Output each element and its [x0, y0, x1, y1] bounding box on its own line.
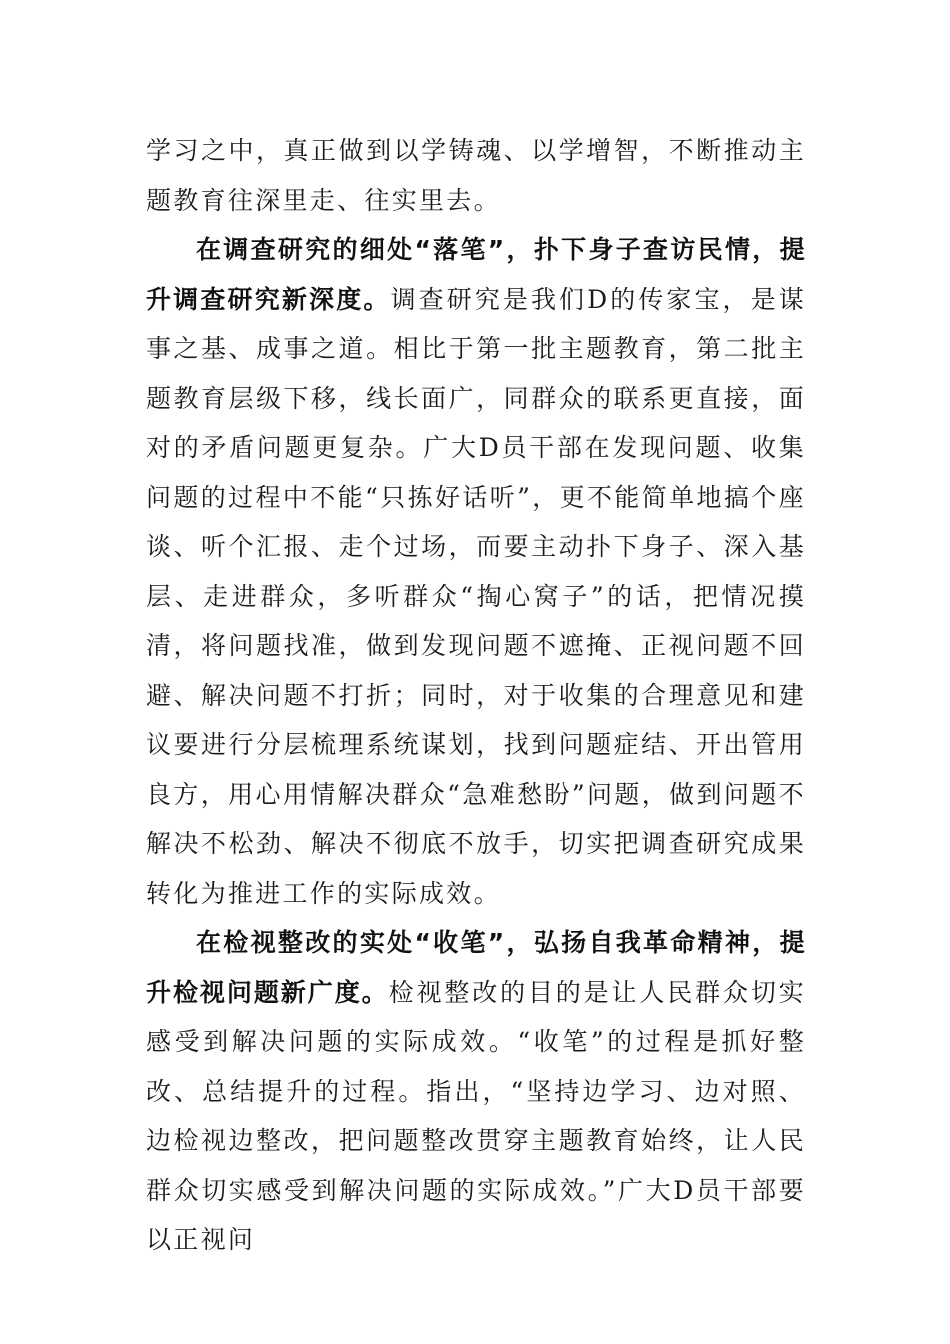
paragraph-body: 学习之中，真正做到以学铸魂、以学增智，不断推动主题教育往深里走、往实里去。	[146, 136, 806, 215]
paragraph-lead-heading: 在检视整改的实处“收笔”，弘扬自我革命精神，提升检视问题新广度。	[146, 928, 806, 1007]
paragraph-continuation	[146, 126, 806, 225]
paragraph-body: 调查研究是我们D的传家宝，是谋事之基、成事之道。相比于第一批主题教育，第二批主题教育层级下移，线长面广，同群众的联系更直接，面对的矛盾问题更复杂。广大D员干部在发现问题、收集问题的过程中不能“只拣好话听”，更不能简单地搞个座谈、听个汇报、走个过场，而要主动扑下身子、深入基层、走进群众，多听群众“掏心窝子”的话，把情况摸清，将问题找准，做到发现问题不遮掩、正视问题不回避、解决问题不打折；同时，对于收集的合理意见和建议要进行分层梳理系统谋划，找到问题症结、开出管用良方，用心用情解决群众“急难愁盼”问题，做到问题不解决不松劲、解决不彻底不放手，切实把调查研究成果转化为推进工作的实际成效。	[146, 284, 807, 908]
paragraph-inspection-rectification	[146, 918, 806, 1265]
document-page	[146, 126, 806, 1265]
paragraph-investigation-research	[146, 225, 806, 918]
paragraph-lead-heading: 在调查研究的细处“落笔”，扑下身子查访民情，提升调查研究新深度。	[146, 235, 806, 314]
paragraph-body: 检视整改的目的是让人民群众切实感受到解决问题的实际成效。“收笔”的过程是抓好整改、总结提升的过程。指出，“坚持边学习、边对照、边检视边整改，把问题整改贯穿主题教育始终，让人民群众切实感受到解决问题的实际成效。”广大D员干部要以正视问	[146, 977, 806, 1254]
